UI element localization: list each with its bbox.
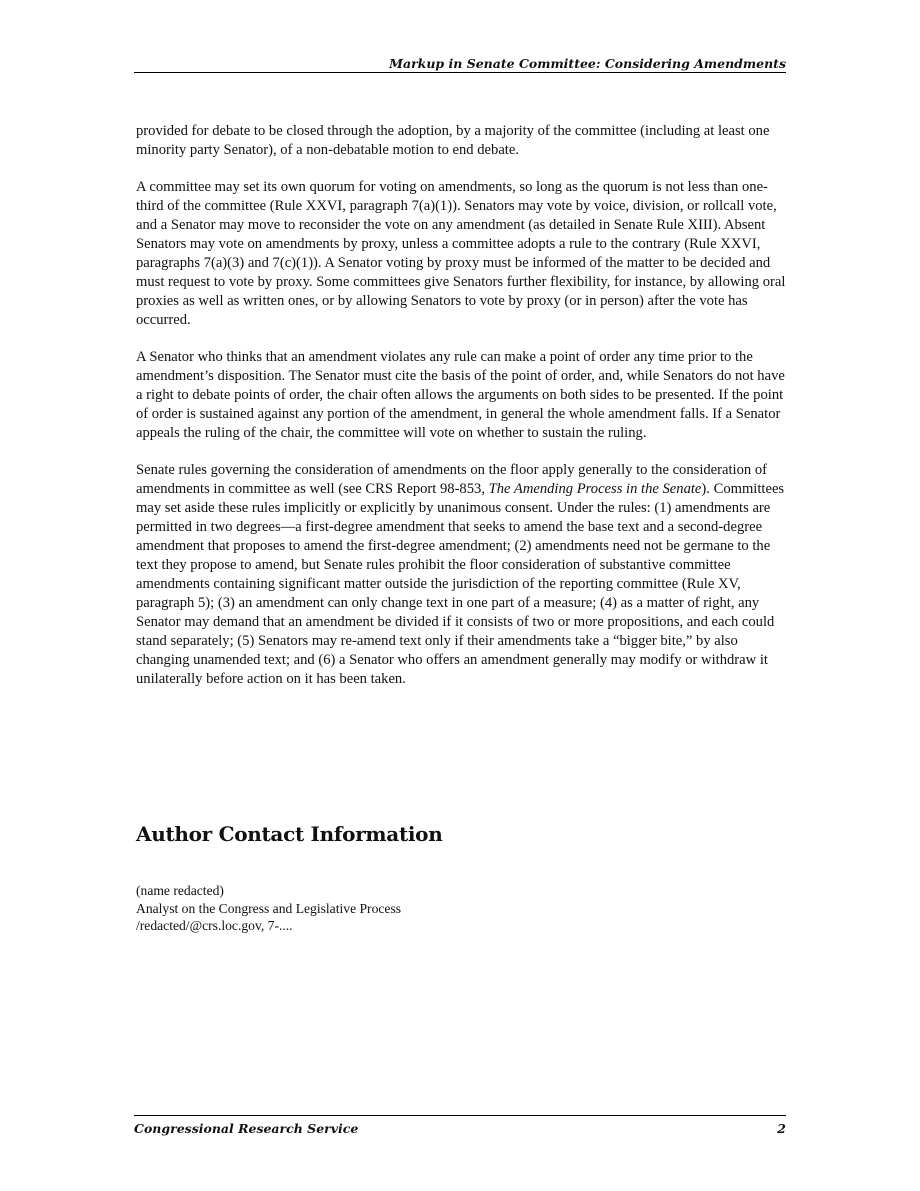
paragraph-point-of-order: A Senator who thinks that an amendment violates any rule can make a point of order any time prior to the amendment’s disposition. The Senator must cite the basis of the point of order, and, while Senators do not have a right to debate points of order, the chair often allows the arguments on both sides to be presented. If the point of order is sustained against any portion of the amendment, in general the whole amendment falls. If a Senator appeals the ruling of the chair, the committee will vote on whether to sustain the ruling. [136, 349, 785, 441]
amendment-rules-text-start: Senate rules governing the consideration of amendments on the floor apply generally to the consideration of amendments in committee as well (see CRS Report 98-853, [136, 462, 767, 497]
author-section-heading: Author Contact Information [136, 822, 443, 846]
footer-organization: Congressional Research Service [134, 1121, 359, 1136]
running-title: Markup in Senate Committee: Considering Amendments [389, 56, 786, 71]
author-contact-section [136, 822, 736, 935]
report-title: The Amending Process in the Senate [488, 481, 702, 497]
paragraph-debate-closure: provided for debate to be closed through the adoption, by a majority of the committee (including at least one minority party Senator), of a non-debatable motion to end debate. [136, 123, 770, 158]
paragraph-amendment-rules [136, 461, 788, 689]
running-header [134, 56, 786, 73]
amendment-rules-text-end: ). Committees may set aside these rules implicitly or explicitly by unanimous consent. Under the rules: (1) amendments are permitted in two degrees—a first-degree amendment that seeks to amend the base text and a second-degree amendment that proposes to amend the first-degree amendment; (2) amendments need not be germane to the text they propose to amend, but Senate rules prohibit the floor consideration of substantive committee amendments containing significant matter outside the jurisdiction of the reporting committee (Rule XV, paragraph 5); (3) an amendment can only change text in one part of a measure; (4) as a matter of right, any Senator may demand that an amendment be divided if it consists of two or more propositions, and each could stand separately; (5) Senators may re-amend text only if their amendments take a “bigger bite,” by also changing unamended text; and (6) a Senator who offers an amendment generally may modify or withdraw it unilaterally before action on it has been taken. [136, 481, 785, 687]
author-contact: /redacted/@crs.loc.gov, 7-.... [136, 918, 293, 933]
paragraph-quorum-voting: A committee may set its own quorum for voting on amendments, so long as the quorum is not less than one-third of the committee (Rule XXVI, paragraph 7(a)(1)). Senators may vote by voice, division, or rollcall vote, and a Senator may move to reconsider the vote on any amendment (as detailed in Senate Rule XIII). Absent Senators may vote on amendments by proxy, unless a committee adopts a rule to the contrary (Rule XXVI, paragraphs 7(a)(3) and 7(c)(1)). A Senator voting by proxy must be informed of the matter to be decided and must request to vote by proxy. Some committees give Senators further flexibility, for instance, by allowing oral proxies as well as written ones, or by allowing Senators to vote by proxy (or in person) after the vote has occurred. [136, 179, 786, 328]
page-number: 2 [777, 1121, 786, 1136]
body-text [136, 122, 788, 707]
page-footer [134, 1115, 786, 1136]
author-title: Analyst on the Congress and Legislative Process [136, 900, 402, 916]
author-contact-block [136, 882, 736, 935]
author-name: (name redacted) [136, 883, 224, 898]
